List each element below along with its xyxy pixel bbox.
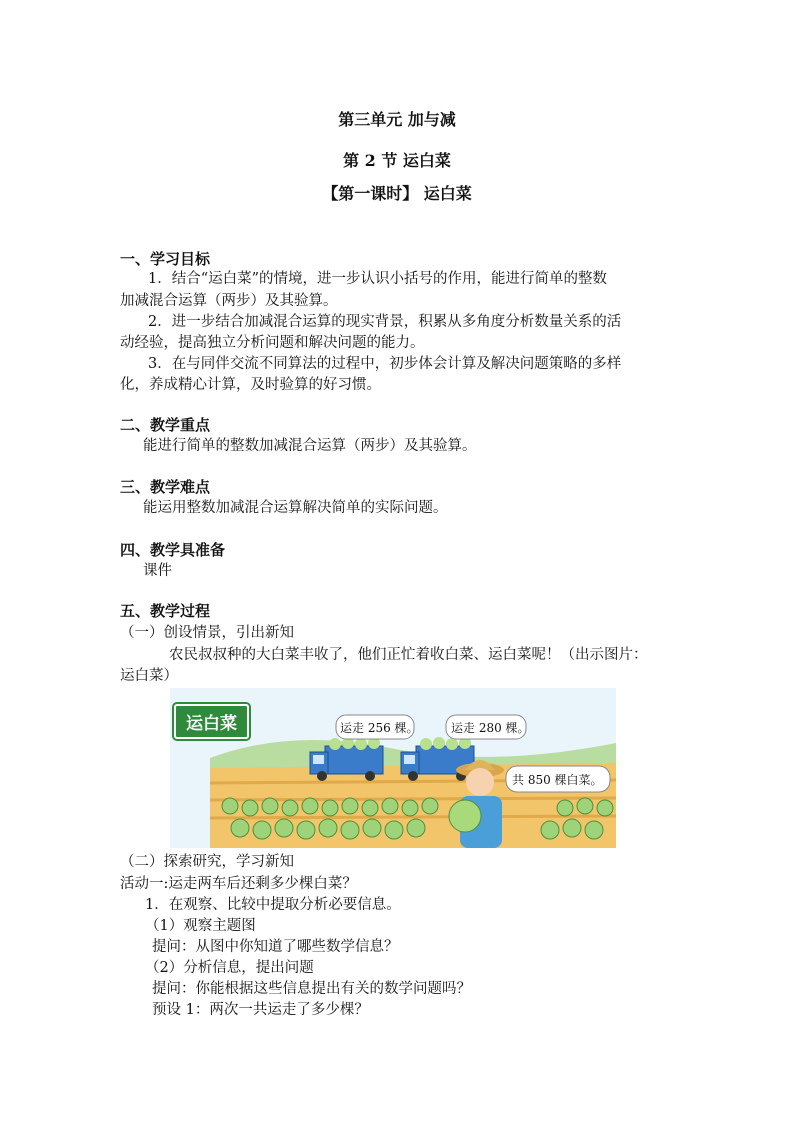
badge-title: 运白菜 xyxy=(174,704,249,739)
objective-1-line2: 加减混合运算（两步）及其验算。 xyxy=(120,293,338,309)
process-para1-line2: 运白菜） xyxy=(120,668,178,684)
objective-3-line1: 3．在与同伴交流不同算法的过程中，初步体会计算及解决问题策略的多样 xyxy=(148,356,622,372)
objective-2-line2: 动经验，提高独立分析问题和解决问题的能力。 xyxy=(120,335,425,351)
process-sub1: （一）创设情景，引出新知 xyxy=(120,625,294,641)
heading-materials: 四、教学具准备 xyxy=(120,541,226,559)
activity-step-1: 1．在观察、比较中提取分析必要信息。 xyxy=(145,897,401,913)
heading-objectives: 一、学习目标 xyxy=(120,250,211,268)
objective-3-line2: 化，养成精心计算，及时验算的好习惯。 xyxy=(120,377,381,393)
activity-step-1-2: （2）分析信息，提出问题 xyxy=(145,960,314,976)
speech-bubble-2: 运走 280 棵。 xyxy=(451,721,530,735)
process-sub2: （二）探索研究，学习新知 xyxy=(120,854,294,870)
heading-key-points: 二、教学重点 xyxy=(120,416,211,434)
objective-2-line1: 2．进一步结合加减混合运算的现实背景，积累从多角度分析数量关系的活 xyxy=(148,314,622,330)
speech-bubble-1: 运走 256 棵。 xyxy=(340,721,419,735)
difficulties-text: 能运用整数加减混合运算解决简单的实际问题。 xyxy=(143,500,448,516)
objective-1-line1: 1．结合“运白菜”的情境，进一步认识小括号的作用，能进行简单的整数 xyxy=(148,271,608,287)
activity-step-1-1: （1）观察主题图 xyxy=(145,918,256,934)
lesson-title: 【第一课时】 运白菜 xyxy=(322,184,472,203)
activity-1: 活动一:运走两车后还剩多少棵白菜？ xyxy=(120,876,357,892)
question-2: 提问：你能根据这些信息提出有关的数学问题吗？ xyxy=(152,981,471,997)
cabbage-illustration xyxy=(170,688,616,848)
section-title: 第 2 节 运白菜 xyxy=(343,151,451,170)
key-points-text: 能进行简单的整数加减混合运算（两步）及其验算。 xyxy=(143,438,477,454)
question-1: 提问：从图中你知道了哪些数学信息？ xyxy=(152,939,399,955)
speech-bubble-3: 共 850 棵白菜。 xyxy=(512,773,603,787)
heading-difficulties: 三、教学难点 xyxy=(120,478,211,496)
materials-text: 课件 xyxy=(143,563,172,579)
process-para1-line1: 农民叔叔种的大白菜丰收了，他们正忙着收白菜、运白菜呢！（出示图片： xyxy=(169,647,648,663)
assumption-1: 预设 1：两次一共运走了多少棵？ xyxy=(152,1002,369,1018)
unit-title: 第三单元 加与减 xyxy=(338,110,456,129)
heading-process: 五、教学过程 xyxy=(120,602,211,620)
